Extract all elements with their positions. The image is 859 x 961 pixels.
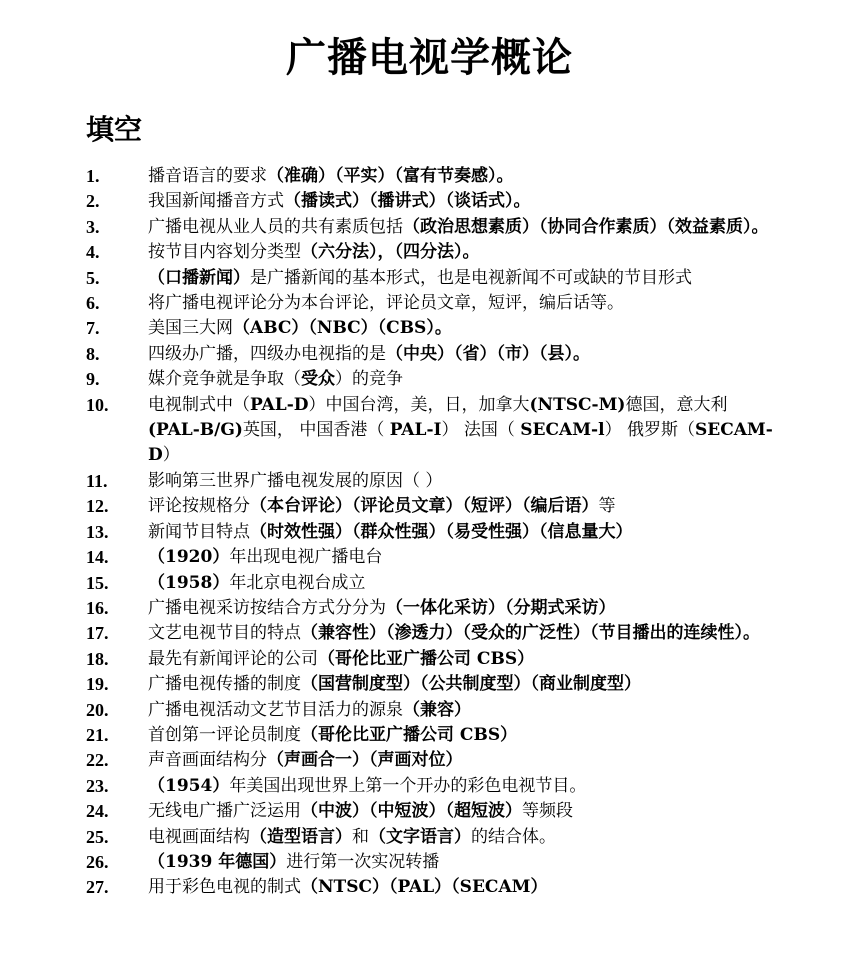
item-text (148, 291, 776, 316)
item-text (148, 189, 776, 214)
question-text: 美国三大网 (148, 318, 233, 339)
list-item (86, 545, 776, 570)
question-text: 年北京电视台成立 (229, 572, 366, 593)
item-number: 8. (86, 343, 100, 364)
list-item (86, 291, 776, 316)
item-number: 23. (86, 775, 109, 796)
answer-text: (PAL-B/G) (148, 420, 243, 441)
answer-text: SECAM-D (148, 420, 773, 466)
item-text (148, 316, 776, 341)
item-number: 18. (86, 648, 109, 669)
item-number: 11. (86, 470, 108, 491)
item-text (148, 571, 776, 596)
question-text: 影响第三世界广播电视发展的原因（ ） (148, 470, 443, 491)
question-text: ） 法国（ (441, 420, 521, 441)
question-text: ） 俄罗斯（ (604, 420, 695, 441)
item-text (148, 469, 776, 494)
question-text: 英国， 中国香港（ (242, 420, 390, 441)
question-text: 播音语言的要求 (148, 166, 267, 186)
question-text: 的结合体。 (471, 826, 556, 847)
list-item (86, 774, 776, 799)
item-text (148, 393, 776, 469)
question-text: 进行第一次实况转播 (286, 851, 440, 872)
item-number: 5. (86, 267, 100, 288)
item-number: 3. (86, 216, 100, 237)
question-text: 等频段 (522, 801, 573, 822)
answer-text: （1954） (148, 775, 230, 796)
answer-text: （本台评论）（评论员文章）（短评）（编后语） (250, 496, 599, 517)
item-number: 2. (86, 191, 100, 212)
item-number: 12. (86, 496, 109, 517)
item-text (148, 672, 776, 697)
item-number: 4. (86, 242, 100, 263)
list-item (86, 215, 776, 240)
question-text: 是广播新闻的基本形式，也是电视新闻不可或缺的节目形式 (250, 267, 692, 288)
answer-text: （兼容） (403, 699, 471, 720)
item-text (148, 875, 776, 900)
answer-text: （NTSC）（PAL）（SECAM） (301, 877, 548, 898)
item-text (148, 850, 776, 875)
item-text (148, 621, 776, 646)
list-item (86, 850, 776, 875)
list-item (86, 698, 776, 723)
answer-text: （1939 年德国） (148, 851, 287, 872)
question-text: 年美国出现世界上第一个开办的彩色电视节目。 (229, 775, 587, 796)
item-text (148, 494, 776, 519)
item-text (148, 215, 776, 240)
item-number: 13. (86, 521, 109, 542)
question-text: 无线电广播广泛运用 (148, 801, 301, 822)
item-number: 10. (86, 394, 109, 415)
item-text (148, 342, 776, 367)
question-text: 四级办广播，四级办电视指的是 (148, 343, 386, 364)
item-number: 9. (86, 369, 100, 390)
item-text (148, 520, 776, 545)
answer-text: PAL-I (389, 420, 442, 441)
item-text (148, 266, 776, 291)
answer-text: （哥伦比亚广播公司 CBS） (318, 648, 535, 669)
section-heading: 填空 (86, 113, 143, 146)
item-number: 25. (86, 826, 109, 847)
item-number: 19. (86, 674, 109, 695)
fill-in-list (86, 164, 776, 901)
answer-text: （文字语言） (369, 826, 471, 847)
question-text: 文艺电视节目的特点 (148, 623, 301, 644)
item-number: 21. (86, 724, 109, 745)
question-text: 评论按规格分 (148, 496, 250, 517)
item-number: 15. (86, 572, 109, 593)
question-text: 广播电视从业人员的共有素质包括 (148, 216, 403, 237)
item-text (148, 825, 776, 850)
item-text (148, 164, 776, 189)
item-number: 6. (86, 293, 100, 314)
answer-text: （中央）（省）（市）（县）。 (386, 343, 590, 364)
question-text: 声音画面结构分 (148, 750, 267, 771)
question-text: 媒介竞争就是争取（ (148, 369, 301, 390)
question-text: 按节目内容划分类型 (148, 242, 301, 263)
list-item (86, 520, 776, 545)
answer-text: （造型语言） (250, 826, 352, 847)
question-text: 用于彩色电视的制式 (148, 877, 301, 898)
answer-text: （1920） (148, 547, 230, 568)
list-item (86, 189, 776, 214)
question-text: 年出现电视广播电台 (229, 547, 383, 568)
item-number: 26. (86, 851, 109, 872)
list-item (86, 748, 776, 773)
list-item (86, 494, 776, 519)
question-text: 将广播电视评论分为本台评论，评论员文章，短评，编后话等。 (148, 293, 624, 314)
list-item (86, 164, 776, 189)
item-number: 24. (86, 801, 109, 822)
item-number: 27. (86, 877, 109, 898)
question-text: ） (162, 445, 180, 466)
question-text: 最先有新闻评论的公司 (148, 648, 318, 669)
answer-text: （ABC）（NBC）（CBS）。 (233, 318, 452, 339)
item-number: 16. (86, 597, 109, 618)
answer-text: （时效性强）（群众性强）（易受性强）（信息量大） (250, 521, 633, 542)
answer-text: （六分法），（四分法）。 (301, 242, 480, 263)
list-item (86, 367, 776, 392)
answer-text: （政治思想素质）（协同合作素质）（效益素质）。 (403, 216, 769, 237)
question-text: ）中国台湾，美，日，加拿大 (308, 394, 530, 415)
answer-text: （国营制度型）（公共制度型）（商业制度型） (301, 674, 641, 695)
question-text: 广播电视活动文艺节目活力的源泉 (148, 699, 403, 720)
question-text: 电视画面结构 (148, 826, 250, 847)
question-text: 德国，意大利 (625, 394, 728, 415)
answer-text: （播读式）（播讲式）（谈话式）。 (284, 191, 531, 212)
list-item (86, 647, 776, 672)
answer-text: （准确）（平实）（富有节奏感）。 (267, 166, 514, 186)
answer-text: （一体化采访）（分期式采访） (386, 597, 616, 618)
answer-text: （口播新闻） (148, 267, 250, 288)
list-item (86, 672, 776, 697)
answer-text: 受众 (301, 369, 335, 390)
item-number: 22. (86, 750, 109, 771)
item-text (148, 240, 776, 265)
item-text (148, 367, 776, 392)
list-item (86, 266, 776, 291)
item-text (148, 723, 776, 748)
list-item (86, 596, 776, 621)
page-title: 广播电视学概论 (286, 35, 573, 81)
answer-text: （声画合一）（声画对位） (267, 750, 463, 771)
list-item (86, 621, 776, 646)
item-number: 1. (86, 166, 100, 186)
question-text: 广播电视传播的制度 (148, 674, 301, 695)
answer-text: SECAM-l (520, 420, 605, 441)
item-number: 20. (86, 699, 109, 720)
question-text: 广播电视采访按结合方式分分为 (148, 597, 386, 618)
item-text (148, 647, 776, 672)
list-item (86, 342, 776, 367)
question-text: 电视制式中（ (148, 394, 250, 415)
question-text: 新闻节目特点 (148, 521, 250, 542)
question-text: 等 (598, 496, 616, 517)
answer-text: (NTSC-M) (529, 394, 626, 415)
answer-text: PAL-D (250, 394, 309, 415)
answer-text: （哥伦比亚广播公司 CBS） (301, 724, 518, 745)
question-text: 和 (352, 826, 369, 847)
item-text (148, 748, 776, 773)
item-text (148, 545, 776, 570)
item-number: 14. (86, 547, 109, 568)
question-text: ）的竞争 (335, 369, 403, 390)
answer-text: （1958） (148, 572, 230, 593)
item-number: 17. (86, 623, 109, 644)
question-text: 首创第一评论员制度 (148, 724, 301, 745)
list-item (86, 316, 776, 341)
question-text: 我国新闻播音方式 (148, 191, 284, 212)
list-item (86, 240, 776, 265)
answer-text: （中波）（中短波）（超短波） (301, 801, 522, 822)
list-item (86, 825, 776, 850)
item-text (148, 698, 776, 723)
list-item (86, 393, 776, 469)
list-item (86, 469, 776, 494)
answer-text: （兼容性）（渗透力）（受众的广泛性）（节目播出的连续性）。 (301, 623, 760, 644)
item-text (148, 774, 776, 799)
item-text (148, 596, 776, 621)
item-number: 7. (86, 318, 100, 339)
item-text (148, 799, 776, 824)
list-item (86, 571, 776, 596)
list-item (86, 799, 776, 824)
list-item (86, 723, 776, 748)
list-item (86, 875, 776, 900)
